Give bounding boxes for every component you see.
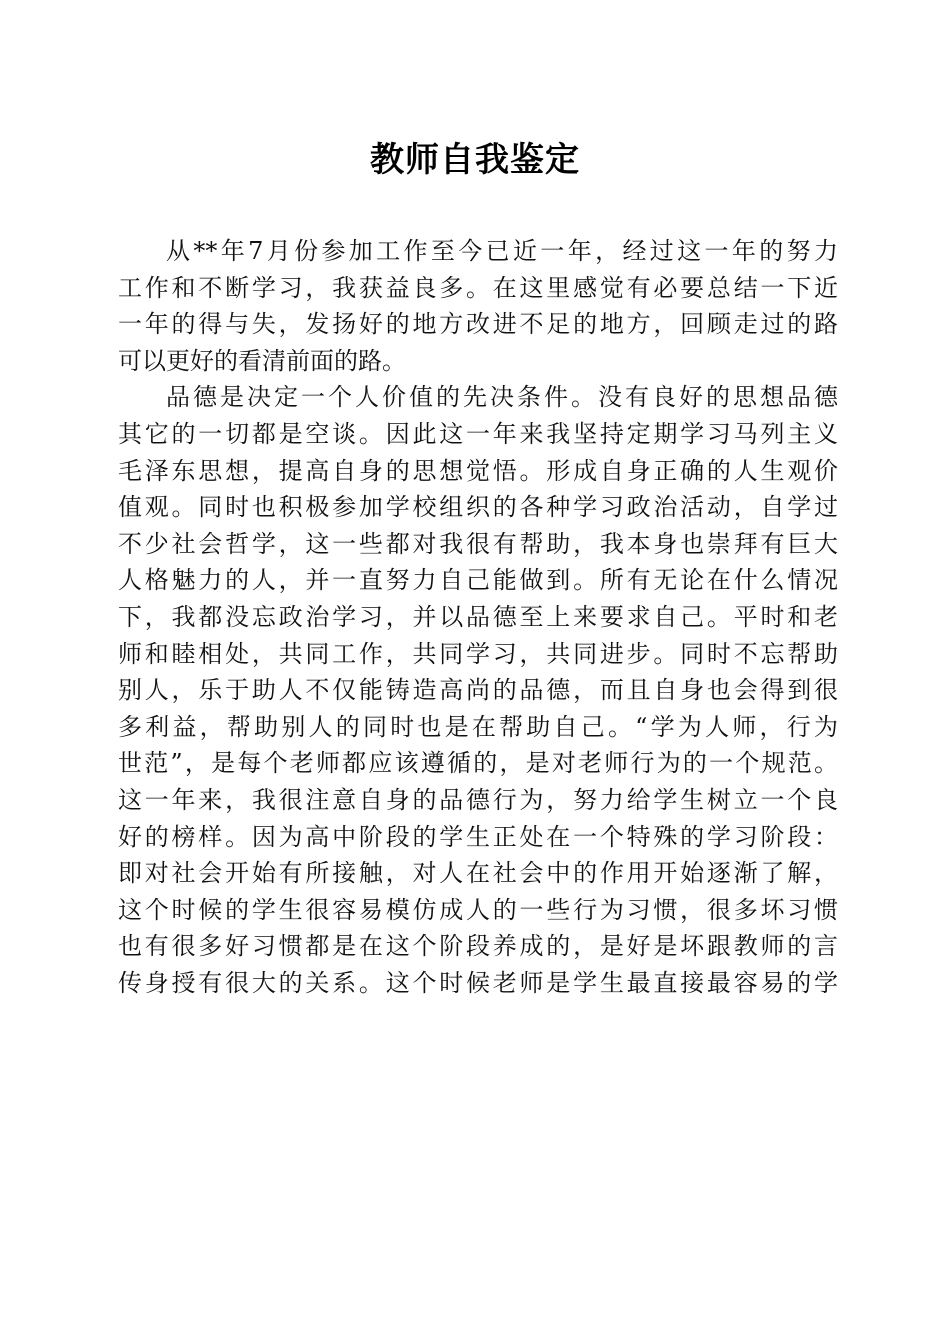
paragraph-2-line-8: 师和睦相处，共同工作，共同学习，共同进步。同时不忘帮助 — [118, 639, 838, 668]
paragraph-2-line-15: 这个时候的学生很容易模仿成人的一些行为习惯，很多坏习惯 — [118, 895, 838, 924]
paragraph-2-line-2: 其它的一切都是空谈。因此这一年来我坚持定期学习马列主义 — [118, 419, 838, 448]
paragraph-2-line-13: 好的榜样。因为高中阶段的学生正处在一个特殊的学习阶段： — [118, 822, 838, 851]
paragraph-2-line-11: 世范”，是每个老师都应该遵循的，是对老师行为的一个规范。 — [118, 749, 838, 778]
document-title: 教师自我鉴定 — [370, 140, 580, 180]
paragraph-2-line-3: 毛泽东思想，提高自身的思想觉悟。形成自身正确的人生观价 — [118, 456, 838, 485]
paragraph-2-line-5: 不少社会哲学，这一些都对我很有帮助，我本身也崇拜有巨大 — [118, 529, 838, 558]
paragraph-2-line-9: 别人，乐于助人不仅能铸造高尚的品德，而且自身也会得到很 — [118, 676, 838, 705]
paragraph-1-line-1: 从**年7月份参加工作至今已近一年，经过这一年的努力 — [166, 237, 838, 265]
paragraph-2-line-14: 即对社会开始有所接触，对人在社会中的作用开始逐渐了解， — [118, 859, 838, 888]
paragraph-2-line-6: 人格魅力的人，并一直努力自己能做到。所有无论在什么情况 — [118, 566, 838, 595]
paragraph-1-line-4: 可以更好的看清前面的路。 — [118, 346, 406, 375]
paragraph-1-line-3: 一年的得与失，发扬好的地方改进不足的地方，回顾走过的路 — [118, 310, 838, 339]
paragraph-2-line-1: 品德是决定一个人价值的先决条件。没有良好的思想品德 — [166, 383, 838, 412]
paragraph-2-line-12: 这一年来，我很注意自身的品德行为，努力给学生树立一个良 — [118, 785, 838, 814]
paragraph-2-line-17: 传身授有很大的关系。这个时候老师是学生最直接最容易的学 — [118, 968, 838, 997]
paragraph-1-line-2: 工作和不断学习，我获益良多。在这里感觉有必要总结一下近 — [118, 273, 838, 302]
paragraph-2-line-16: 也有很多好习惯都是在这个阶段养成的，是好是坏跟教师的言 — [118, 932, 838, 961]
paragraph-2-line-7: 下，我都没忘政治学习，并以品德至上来要求自己。平时和老 — [118, 602, 838, 631]
paragraph-2-line-10: 多利益，帮助别人的同时也是在帮助自己。“学为人师，行为 — [118, 712, 838, 741]
document-body — [118, 233, 838, 1001]
paragraph-2-line-4: 值观。同时也积极参加学校组织的各种学习政治活动，自学过 — [118, 493, 838, 522]
